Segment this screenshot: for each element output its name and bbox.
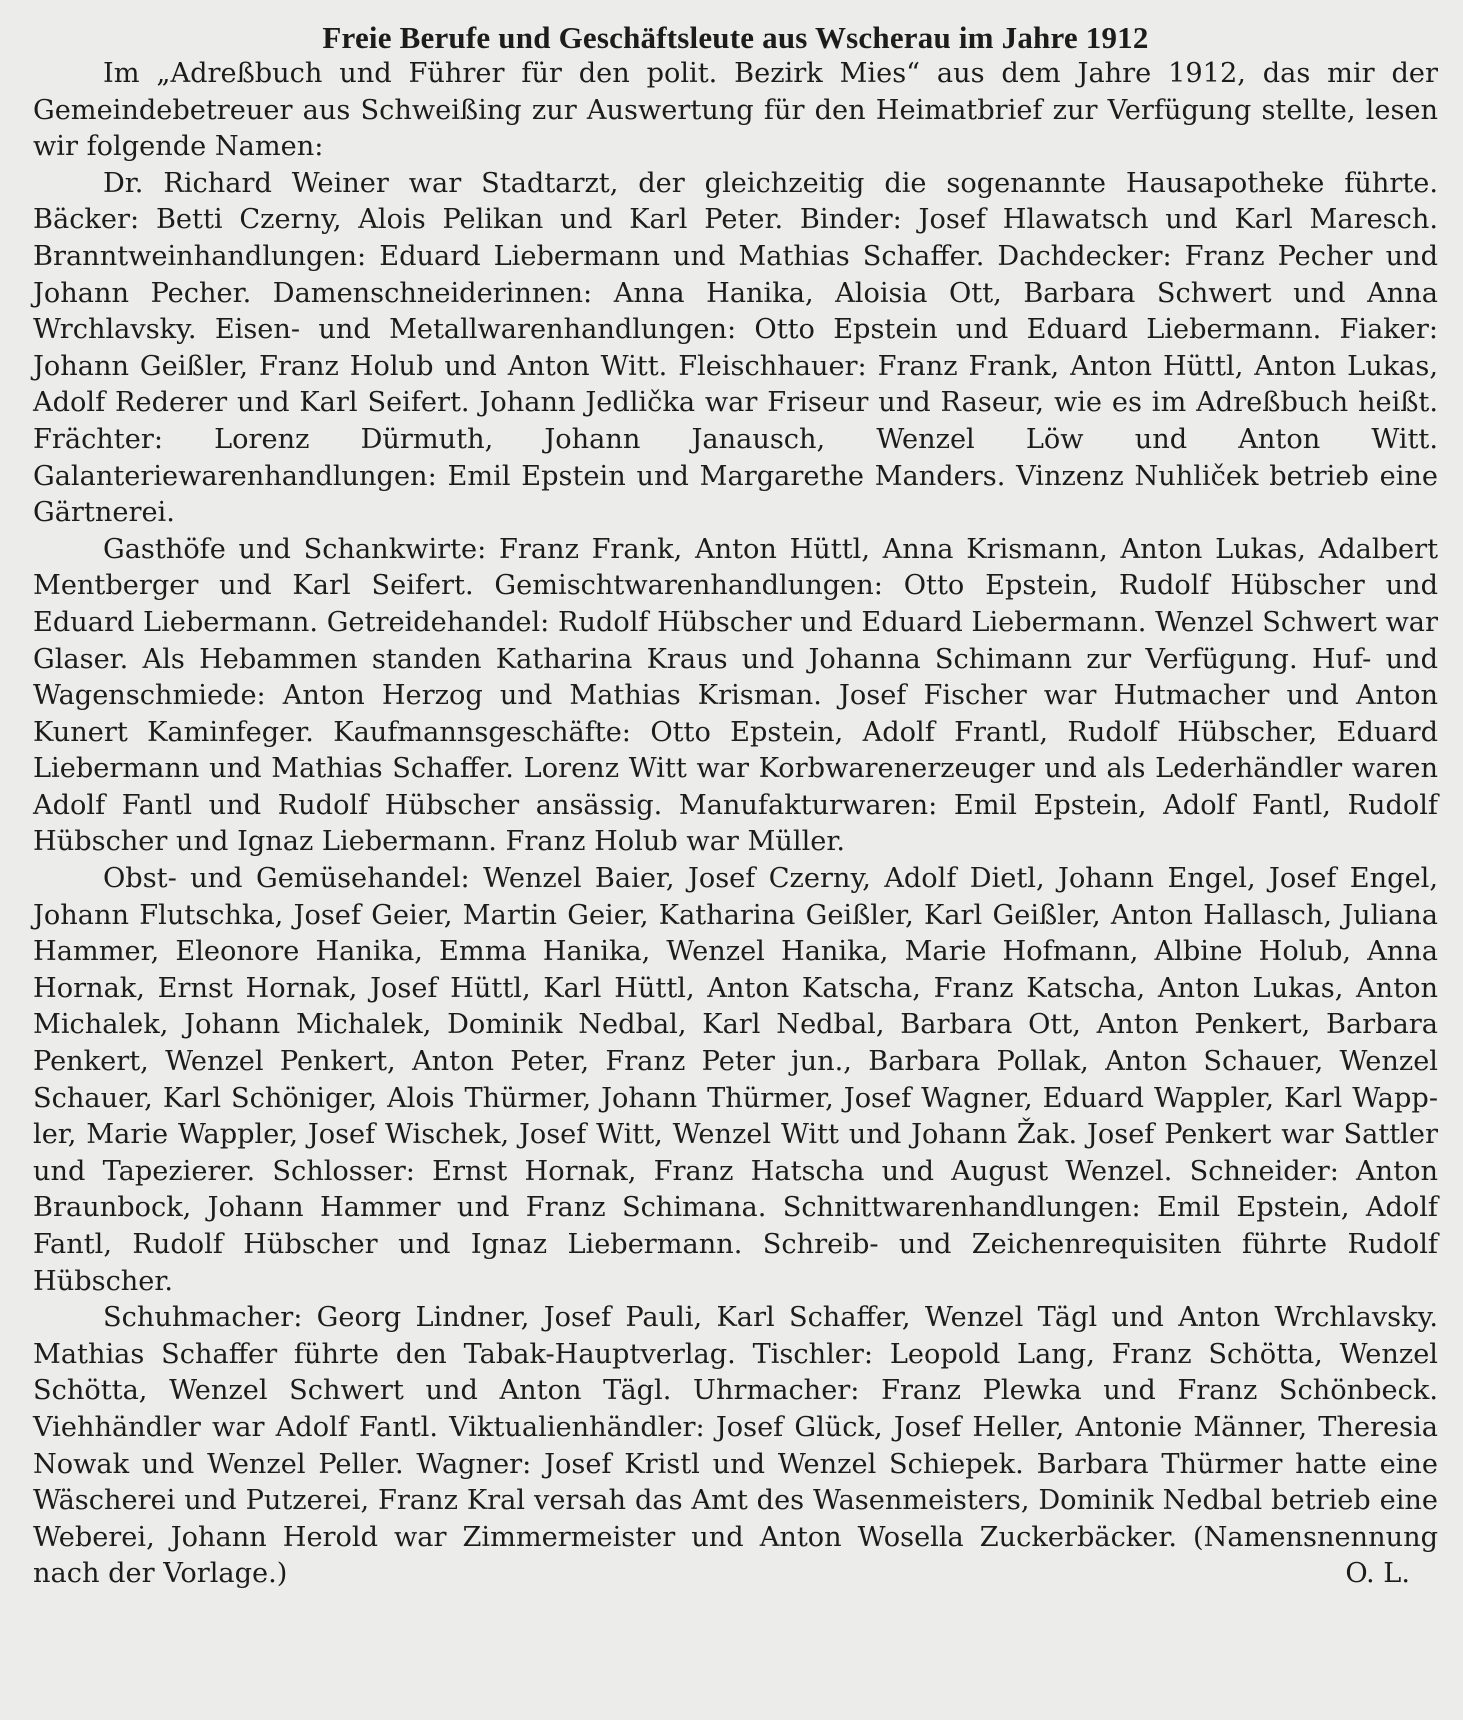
- paragraph-professions-s-z: Schuhmacher: Georg Lindner, Josef Pauli, Karl Schaffer, Wenzel Tägl und Anton Wrchlavsky. Mathias Schaffer führte den Tabak-Hauptverlag. Tischler: Leopold Lang, Franz Schötta, Wenzel Schötta, Wenzel Schwert und Anton Tägl. Uhrmacher: Franz Plewka und Franz Schönbeck. Viehhändler war Adolf Fantl. Viktualienhändler: Josef Glück, Josef Heller, Antonie Männer, Theresia Nowak und Wenzel Peller. Wagner: Josef Kristl und Wenzel Schiepek. Barbara Thürmer hatte eine Wäscherei und Putzerei, Franz Kral versah das Amt des Wasenmeisters, Dominik Nedbal betrieb eine Weberei, Johann Herold war Zimmermeister und Anton Wosella Zuckerbäcker. (Namensnennung nach der Vorlage.): [33, 1302, 1438, 1590]
- paragraph-intro: Im „Adreßbuch und Führer für den polit. Bezirk Mies“ aus dem Jahre 1912, das mir der Gemeindebetreuer aus Schweißing zur Auswertung für den Heimatbrief zur Verfügung stellte, lesen wir folgende Namen:: [33, 58, 1438, 163]
- paragraph-professions-g-m: Gasthöfe und Schankwirte: Franz Frank, Anton Hüttl, Anna Krismann, Anton Lukas, Adalbert Mentberger und Karl Seifert. Gemischtwarenhandlungen: Otto Epstein, Rudolf Hübscher und Eduard Liebermann. Getreidehandel: Rudolf Hübscher und Eduard Liebermann. Wenzel Schwert war Glaser. Als Hebammen standen Katharina Kraus und Johanna Schimann zur Verfügung. Huf- und Wagenschmiede: Anton Herzog und Mathias Krisman. Josef Fischer war Hutmacher und Anton Kunert Kaminfeger. Kaufmannsgeschäfte: Otto Epstein, Adolf Frantl, Rudolf Hübscher, Eduard Liebermann und Mathias Schaffer. Lorenz Witt war Korbwarenerzeuger und als Lederhändler waren Adolf Fantl und Rudolf Hübscher ansässig. Manufakturwaren: Emil Epstein, Adolf Fantl, Rudolf Hübscher und Ignaz Liebermann. Franz Holub war Müller.: [33, 533, 1438, 858]
- author-signature: O. L.: [1345, 1558, 1410, 1590]
- paragraph-professions-a-g: Dr. Richard Weiner war Stadtarzt, der gleichzeitig die sogenannte Hausapotheke führte. Bäcker: Betti Czerny, Alois Pelikan und Karl Peter. Binder: Josef Hlawatsch und Karl Maresch. Branntweinhandlungen: Eduard Liebermann und Mathias Schaffer. Dachdecker: Franz Pecher und Johann Pecher. Damenschneiderinnen: Anna Hanika, Aloisia Ott, Barbara Schwert und Anna Wrchlavsky. Eisen- und Metallwarenhandlungen: Otto Epstein und Eduard Liebermann. Fiaker: Johann Geißler, Franz Holub und Anton Witt. Fleischhauer: Franz Frank, Anton Hüttl, Anton Lukas, Adolf Rederer und Karl Seifert. Johann Jedlička war Friseur und Raseur, wie es im Adreßbuch heißt. Frächter: Lorenz Dürmuth, Johann Janausch, Wenzel Löw und Anton Witt. Galanteriewarenhandlungen: Emil Epstein und Margarethe Manders. Vinzenz Nuhliček betrieb eine Gärtnerei.: [33, 167, 1438, 529]
- article: [33, 18, 1438, 1593]
- article-title: Freie Berufe und Geschäftsleute aus Wscherau im Jahre 1912: [322, 20, 1149, 55]
- paragraph-professions-o-s: Obst- und Gemüsehandel: Wenzel Baier, Josef Czerny, Adolf Dietl, Johann Engel, Josef Engel, Johann Flutschka, Josef Geier, Martin Geier, Katharina Geißler, Karl Geißler, Anton Hallasch, Juliana Hammer, Eleonore Hanika, Emma Hanika, Wenzel Hanika, Marie Hofmann, Albine Holub, Anna Hornak, Ernst Hornak, Josef Hüttl, Karl Hüttl, Anton Katscha, Franz Katscha, Anton Lukas, Anton Michalek, Johann Michalek, Dominik Nedbal, Karl Nedbal, Barbara Ott, Anton Penkert, Barbara Penkert, Wenzel Penkert, Anton Peter, Franz Peter jun., Barbara Pollak, Anton Schauer, Wenzel Schauer, Karl Schöniger, Alois Thürmer, Johann Thürmer, Josef Wagner, Eduard Wappler, Karl Wappler, Marie Wappler, Josef Wischek, Josef Witt, Wenzel Witt und Johann Žak. Josef Penkert war Sattler und Tapezierer. Schlosser: Ernst Hornak, Franz Hatscha und August Wenzel. Schneider: Anton Braunbock, Johann Hammer und Franz Schimana. Schnittwarenhandlungen: Emil Epstein, Adolf Fantl, Rudolf Hübscher und Ignaz Liebermann. Schreib- und Zeichenrequisiten führte Rudolf Hübscher.: [33, 863, 1438, 1297]
